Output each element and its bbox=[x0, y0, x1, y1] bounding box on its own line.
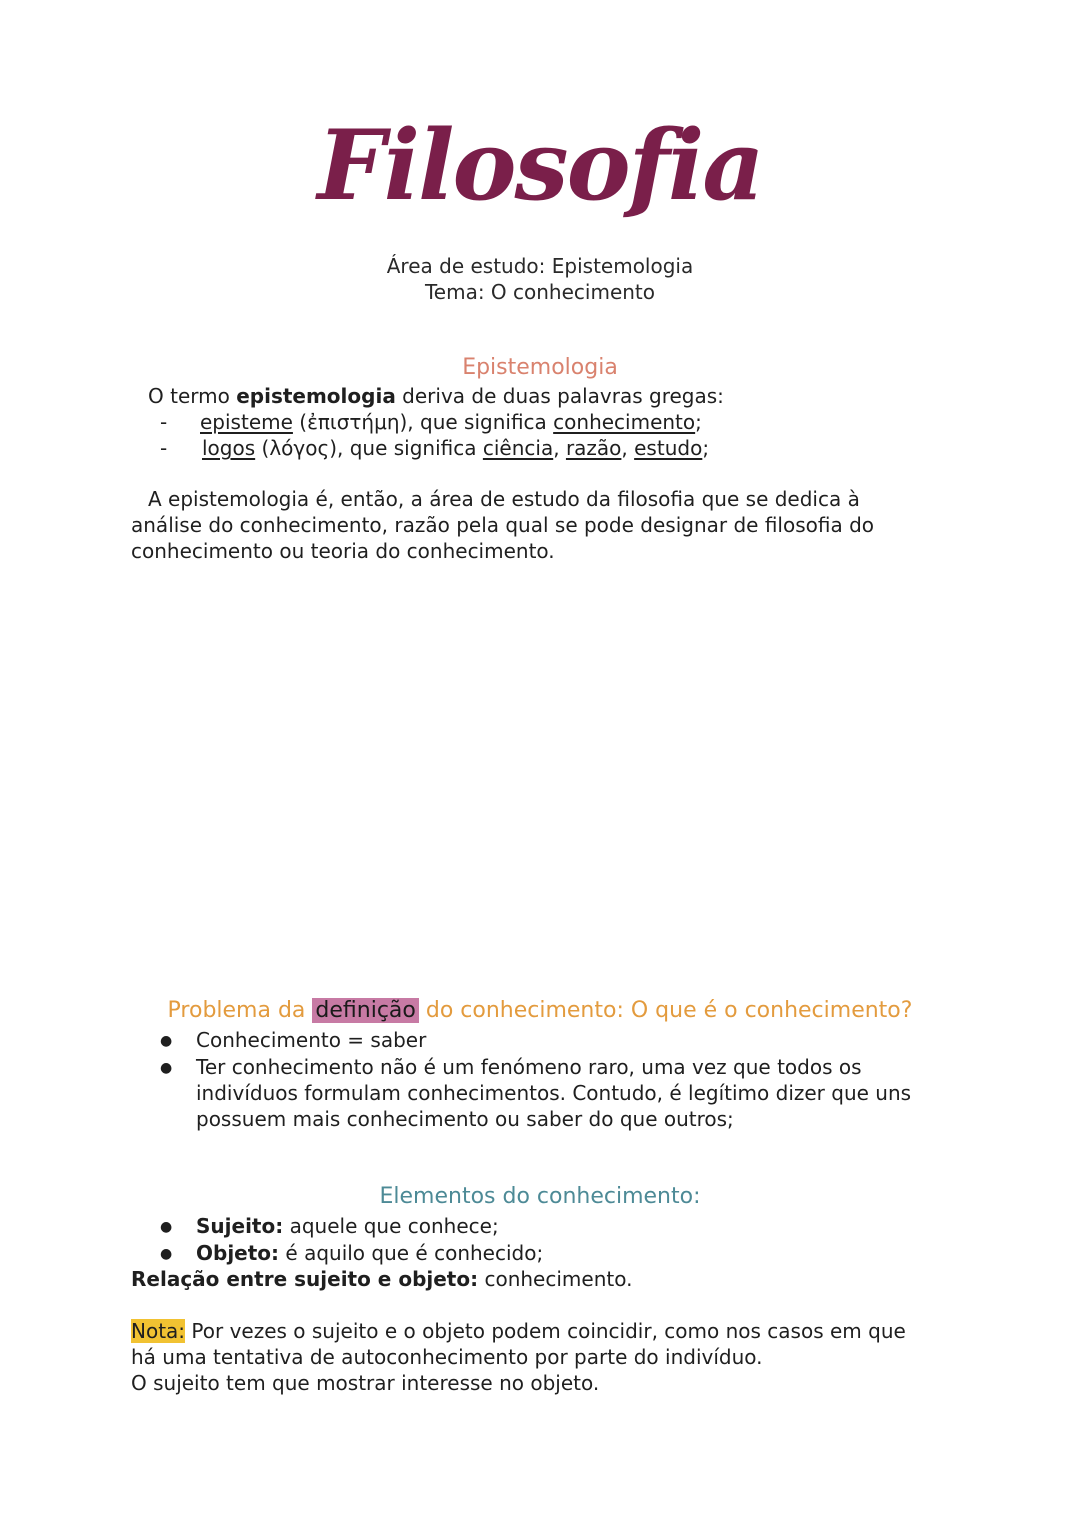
meaning: estudo bbox=[634, 436, 703, 460]
relation-line bbox=[131, 1266, 632, 1292]
paragraph-line: A epistemologia é, então, a área de estudo da filosofia que se dedica à bbox=[148, 487, 860, 511]
punct: ; bbox=[702, 436, 710, 460]
list-item bbox=[160, 409, 702, 435]
bullet-label: Sujeito: bbox=[196, 1214, 284, 1238]
bullet-text: Ter conhecimento não é um fenómeno raro, uma vez que todos os bbox=[196, 1055, 862, 1079]
meaning: ciência bbox=[482, 436, 554, 460]
bullet-item bbox=[160, 1213, 499, 1240]
note-label: Nota: bbox=[131, 1319, 186, 1343]
section-heading-epistemologia: Epistemologia bbox=[462, 355, 618, 380]
meaning: conhecimento bbox=[553, 410, 696, 434]
note-line: há uma tentativa de autoconhecimento por parte do indivíduo. bbox=[131, 1345, 763, 1369]
bullet-icon: ● bbox=[160, 1060, 173, 1076]
paragraph-line: análise do conhecimento, razão pela qual se pode designar de filosofia do bbox=[131, 513, 875, 537]
dash-marker: - bbox=[160, 436, 168, 460]
note-line bbox=[131, 1318, 906, 1344]
punct: ; bbox=[695, 410, 702, 434]
intro-post: deriva de duas palavras gregas: bbox=[395, 384, 724, 408]
bullet-icon: ● bbox=[160, 1219, 173, 1235]
bullet-item bbox=[160, 1027, 426, 1054]
relation-text: conhecimento. bbox=[478, 1267, 633, 1291]
paragraph-line: conhecimento ou teoria do conhecimento. bbox=[131, 539, 555, 563]
section-heading-definicao bbox=[0, 998, 1080, 1023]
meaning: razão bbox=[565, 436, 622, 460]
theme: Tema: O conhecimento bbox=[424, 280, 656, 304]
bullet-icon: ● bbox=[160, 1246, 173, 1262]
bullet-label: Objeto: bbox=[196, 1241, 280, 1265]
highlighted-word: definição bbox=[312, 998, 418, 1023]
bullet-item bbox=[160, 1240, 543, 1267]
greek-gloss: (λόγος), que significa bbox=[255, 436, 483, 460]
list-item: - logos (λόγος), que significa ciência, razão, estudo; bbox=[160, 436, 710, 460]
bullet-text: Conhecimento = saber bbox=[196, 1028, 427, 1052]
study-area: Área de estudo: Epistemologia bbox=[386, 254, 694, 278]
bullet-text: é aquilo que é conhecido; bbox=[279, 1241, 544, 1265]
greek-term: logos bbox=[202, 436, 256, 460]
intro-pre: O termo bbox=[148, 384, 237, 408]
greek-term: episteme bbox=[200, 410, 293, 434]
bullet-icon: ● bbox=[160, 1033, 173, 1049]
section-heading-elementos: Elementos do conhecimento: bbox=[379, 1184, 701, 1209]
relation-label: Relação entre sujeito e objeto: bbox=[131, 1267, 479, 1291]
bullet-continuation: possuem mais conhecimento ou saber do que outros; bbox=[196, 1107, 734, 1131]
bullet-continuation: indivíduos formulam conhecimentos. Contudo, é legítimo dizer que uns bbox=[196, 1081, 912, 1105]
page-title: Filosofia bbox=[317, 109, 763, 222]
bullet-text: aquele que conhece; bbox=[283, 1214, 499, 1238]
note-text: Por vezes o sujeito e o objeto podem coincidir, como nos casos em que bbox=[185, 1319, 906, 1343]
heading-pre: Problema da bbox=[167, 998, 313, 1023]
greek-gloss: (ἐπιστήμη), que significa bbox=[292, 410, 554, 434]
bullet-item bbox=[160, 1054, 862, 1081]
intro-bold-term: epistemologia bbox=[236, 384, 396, 408]
intro-line bbox=[148, 383, 724, 409]
note-line: O sujeito tem que mostrar interesse no objeto. bbox=[131, 1371, 600, 1395]
heading-post: do conhecimento: O que é o conhecimento? bbox=[418, 998, 913, 1023]
dash-marker: - bbox=[160, 410, 168, 434]
